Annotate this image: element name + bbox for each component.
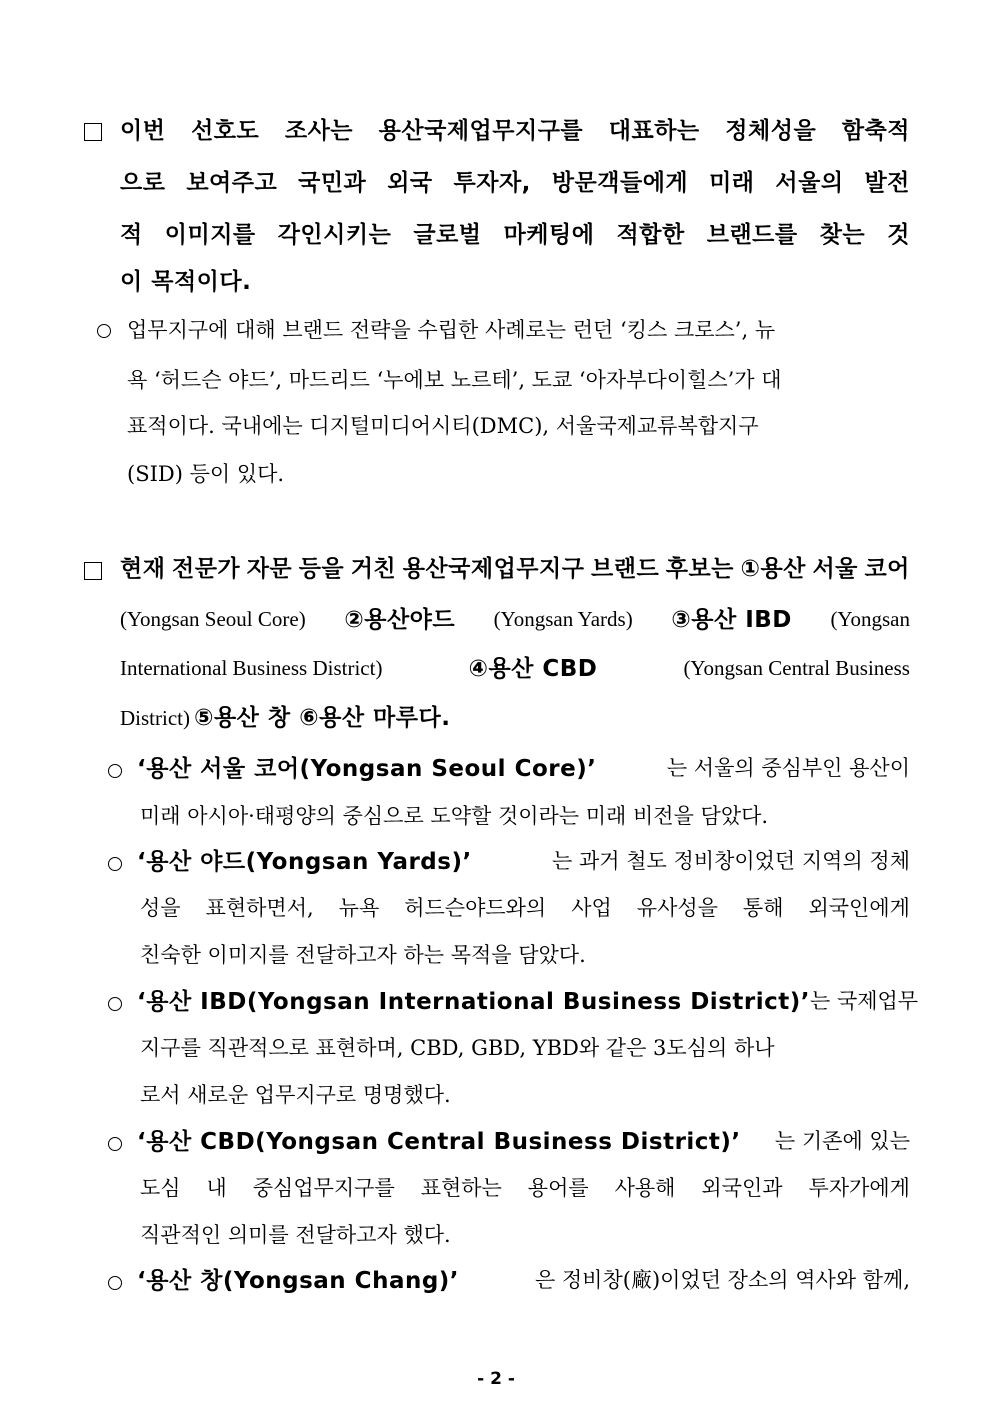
item-2-line-1 (137, 851, 910, 874)
item-1-line-2: 미래 아시아·태평양의 중심으로 도약할 것이라는 미래 비전을 담았다. (140, 804, 769, 828)
section2-line-4 (120, 707, 450, 730)
circle-bullet-icon (108, 997, 122, 1011)
item-3-tail: 는 국제업무 (809, 989, 919, 1013)
item-5-head: ‘용산 창(Yongsan Chang)’ (137, 1268, 460, 1294)
item-2-line-3: 친숙한 이미지를 전달하고자 하는 목적을 담았다. (140, 943, 586, 967)
candidate-1-english: (Yongsan Seoul Core) (120, 607, 306, 631)
section1-sub-line-2: 욕 ‘허드슨 야드’, 마드리드 ‘누에보 노르테’, 도쿄 ‘아자부다이힐스’가 대 (127, 368, 782, 392)
section1-line-4: 이 목적이다. (120, 269, 252, 295)
square-bullet-icon (84, 123, 102, 141)
item-4-line-1 (137, 1131, 910, 1154)
section2-line-2 (120, 609, 910, 632)
section1-sub-line-3: 표적이다. 국내에는 디지털미디어시티(DMC), 서울국제교류복합지구 (127, 414, 759, 438)
item-1-head: ‘용산 서울 코어(Yongsan Seoul Core)’ (137, 756, 597, 782)
item-3-line-3: 로서 새로운 업무지구로 명명했다. (140, 1083, 451, 1107)
item-3-line-1 (137, 989, 919, 1015)
section2-line-3 (120, 658, 910, 681)
item-2-tail: 는 과거 철도 정비창이었던 지역의 정체 (552, 849, 910, 873)
candidate-3-english-end: International Business District) (120, 656, 383, 680)
square-bullet-icon (84, 562, 102, 580)
candidate-4-english-start: (Yongsan Central Business (683, 656, 910, 680)
item-1-line-1 (137, 758, 910, 781)
circle-bullet-icon (97, 324, 111, 338)
circle-bullet-icon (108, 1276, 122, 1290)
circle-bullet-icon (108, 857, 122, 871)
item-4-tail: 는 기존에 있는 (774, 1129, 910, 1153)
section1-line-2: 으로 보여주고 국민과 외국 투자자, 방문객들에게 미래 서울의 발전 (120, 170, 910, 196)
item-5-line-1 (137, 1270, 910, 1293)
circle-bullet-icon (108, 1137, 122, 1151)
candidate-4-label: ④용산 CBD (468, 656, 598, 682)
section1-line-3: 적 이미지를 각인시키는 글로벌 마케팅에 적합한 브랜드를 찾는 것 (120, 222, 910, 248)
candidate-4-english-end: District) (120, 706, 190, 730)
item-5-tail: 은 정비창(廠)이었던 장소의 역사와 함께, (534, 1268, 910, 1292)
candidate-3-english-start: (Yongsan (830, 607, 910, 631)
section1-sub-line-1: 업무지구에 대해 브랜드 전략을 수립한 사례로는 런던 ‘킹스 크로스’, 뉴 (127, 318, 776, 342)
item-4-line-2: 도심 내 중심업무지구를 표현하는 용어를 사용해 외국인과 투자가에게 (140, 1176, 910, 1200)
item-4-head: ‘용산 CBD(Yongsan Central Business District)’ (137, 1129, 741, 1155)
candidate-2-label: ②용산야드 (344, 607, 456, 633)
section2-line-1: 현재 전문가 자문 등을 거친 용산국제업무지구 브랜드 후보는 ①용산 서울 코어 (120, 556, 910, 582)
item-2-head: ‘용산 야드(Yongsan Yards)’ (137, 849, 472, 875)
section1-sub-line-4: (SID) 등이 있다. (127, 462, 285, 486)
item-1-tail: 는 서울의 중심부인 용산이 (666, 756, 910, 780)
circle-bullet-icon (108, 764, 122, 778)
candidate-3-label: ③용산 IBD (671, 607, 792, 633)
item-3-head: ‘용산 IBD(Yongsan International Business District)’ (137, 989, 810, 1015)
section1-line-1: 이번 선호도 조사는 용산국제업무지구를 대표하는 정체성을 함축적 (120, 118, 910, 144)
item-2-line-2: 성을 표현하면서, 뉴욕 허드슨야드와의 사업 유사성을 통해 외국인에게 (140, 896, 910, 920)
page-number: - 2 - (477, 1369, 515, 1389)
candidate-2-english: (Yongsan Yards) (493, 607, 633, 631)
candidate-5-6-labels: ⑤용산 창 ⑥용산 마루다. (193, 705, 451, 731)
item-4-line-3: 직관적인 의미를 전달하고자 했다. (140, 1223, 451, 1247)
item-3-line-2: 지구를 직관적으로 표현하며, CBD, GBD, YBD와 같은 3도심의 하나 (140, 1036, 775, 1060)
